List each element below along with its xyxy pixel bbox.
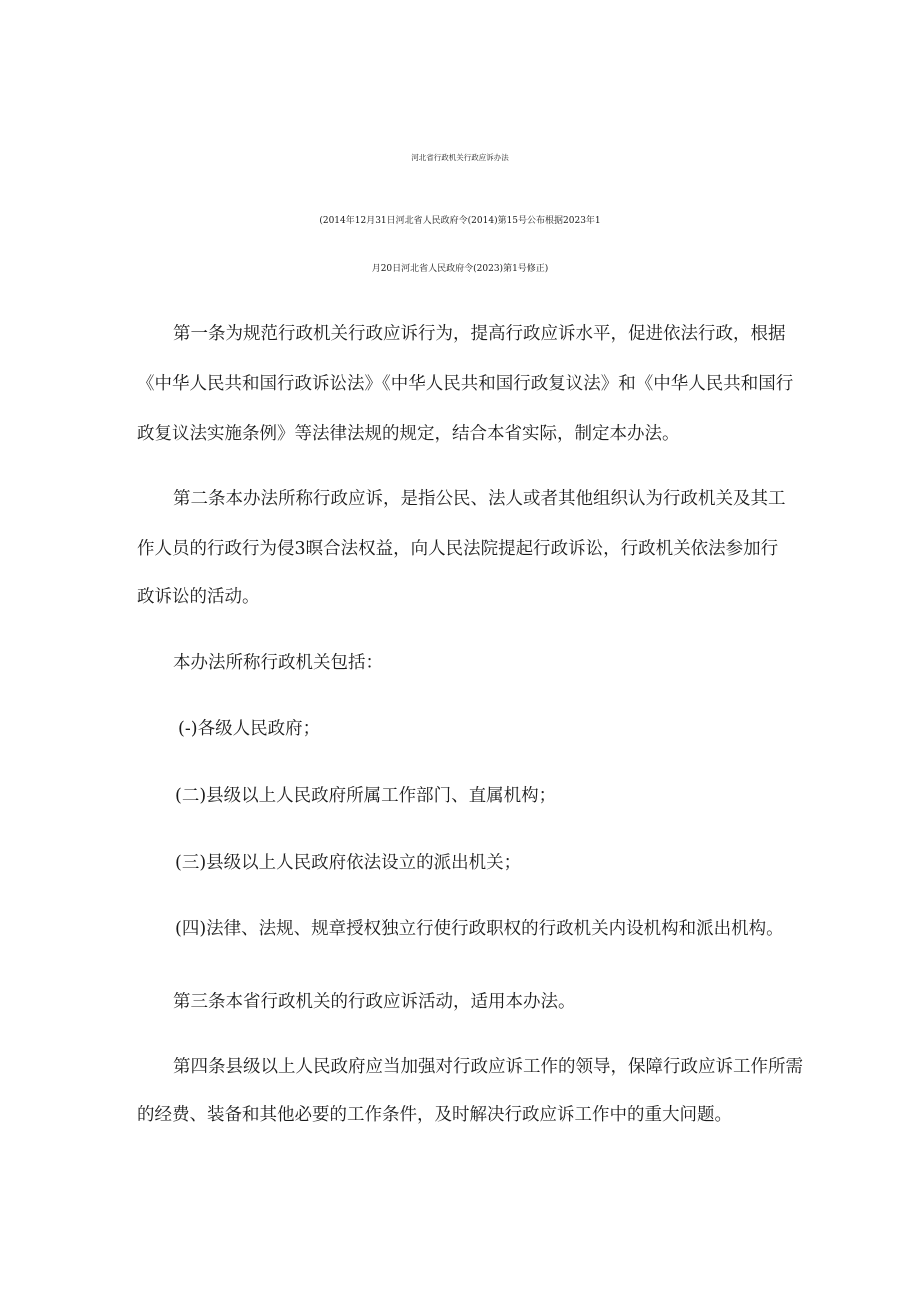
- article-3-line-1: 第三条本省行政机关的行政应诉活动，适用本办法。: [173, 992, 576, 1012]
- subtitle-line-1: (2014年12月31日河北省人民政府令(2014)第15号公布根据2023年1: [319, 216, 601, 226]
- article-2-line-3: 政诉讼的活动。: [137, 587, 260, 607]
- document-title: 河北省行政机关行政应诉办法: [411, 153, 509, 162]
- subtitle-line-2: 月20日河北省人民政府令(2023)第1号修正): [371, 264, 549, 274]
- agencies-intro: 本办法所称行政机关包括：: [173, 653, 383, 673]
- list-item-4: (四)法律、法规、规章授权独立行使行政职权的行政机关内设机构和派出机构。: [175, 919, 784, 939]
- list-item-3: (三)县级以上人民政府依法设立的派出机关；: [175, 853, 522, 873]
- article-1-line-2: 《中华人民共和国行政诉讼法》《中华人民共和国行政复议法》和《中华人民共和国行: [137, 374, 794, 394]
- list-item-1: (-)各级人民政府；: [178, 719, 321, 739]
- article-4-line-1: 第四条县级以上人民政府应当加强对行政应诉工作的领导，保障行政应诉工作所需: [173, 1057, 803, 1077]
- article-1-line-3: 政复议法实施条例》等法律法规的规定，结合本省实际，制定本办法。: [137, 424, 680, 444]
- article-1-line-1: 第一条为规范行政机关行政应诉行为，提高行政应诉水平，促进依法行政，根据: [173, 324, 786, 344]
- article-4-line-2: 的经费、装备和其他必要的工作条件，及时解决行政应诉工作中的重大问题。: [137, 1105, 732, 1125]
- article-2-line-2: 作人员的行政行为侵3暝合法权益，向人民法院提起行政诉讼，行政机关依法参加行: [137, 539, 779, 559]
- article-2-line-1: 第二条本办法所称行政应诉，是指公民、法人或者其他组织认为行政机关及其工: [173, 489, 786, 509]
- list-item-2: (二)县级以上人民政府所属工作部门、直属机构；: [175, 786, 557, 806]
